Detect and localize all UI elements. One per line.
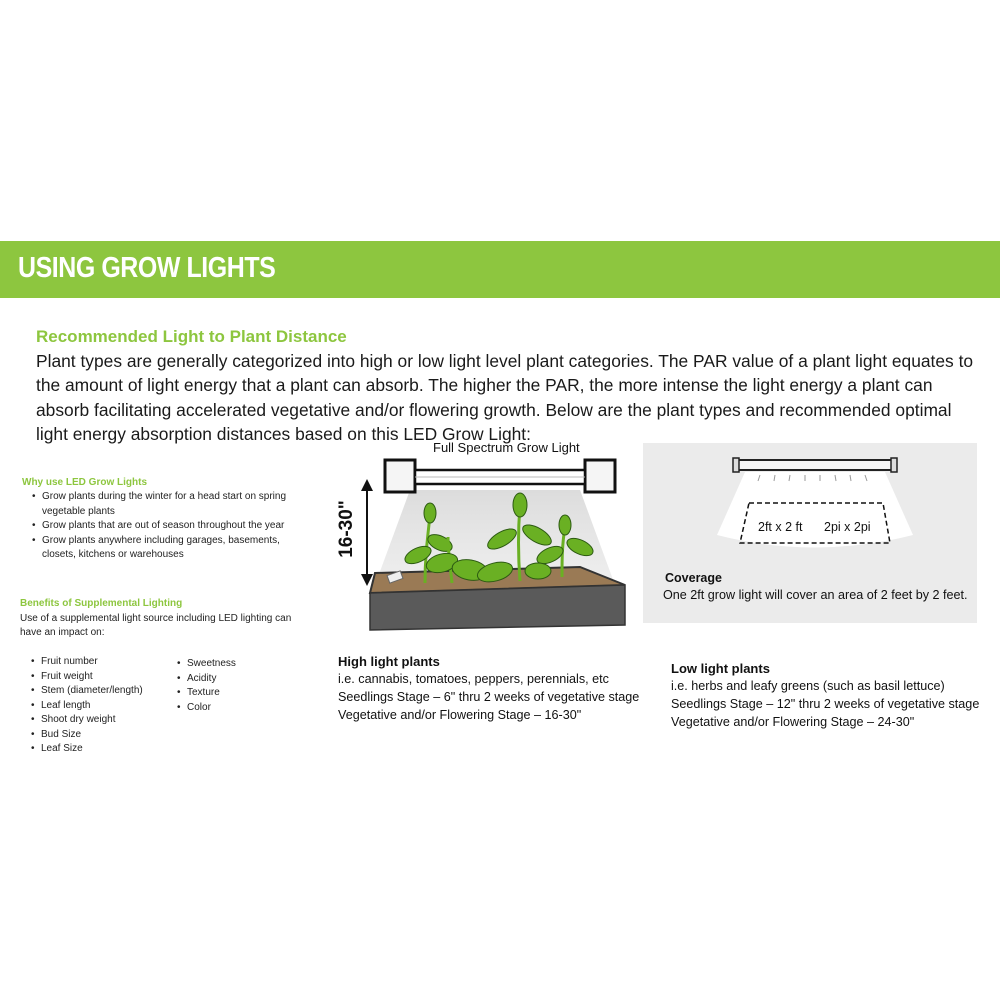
benefits-list-1	[29, 655, 179, 757]
low-light-line: Seedlings Stage – 12" thru 2 weeks of vegetative stage	[671, 697, 980, 711]
low-light-line: Vegetative and/or Flowering Stage – 24-30"	[671, 715, 915, 729]
distance-label: 16-30"	[335, 500, 357, 558]
list-item: • Grow plants that are out of season throughout the year	[30, 519, 310, 534]
list-item: • Stem (diameter/length)	[29, 684, 179, 699]
benefits-text: Use of a supplemental light source including LED lighting can have an impact on:	[20, 613, 292, 638]
coverage-illustration	[715, 455, 915, 555]
list-item: • Grow plants during the winter for a head start on spring vegetable plants	[30, 490, 310, 519]
area-label-pi: 2pi x 2pi	[824, 520, 871, 534]
high-light-line: Vegetative and/or Flowering Stage – 16-30"	[338, 708, 582, 722]
list-item: • Shoot dry weight	[29, 713, 179, 728]
list-item: • Fruit number	[29, 655, 179, 670]
fixture-right-cap	[585, 460, 615, 492]
coverage-fixture	[737, 460, 893, 470]
list-item: • Grow plants anywhere including garages, basements, closets, kitchens or warehouses	[30, 534, 310, 563]
tray-body	[370, 585, 625, 630]
why-led-title: Why use LED Grow Lights	[22, 477, 148, 488]
high-light-title: High light plants	[338, 654, 440, 669]
list-item: • Leaf length	[29, 699, 179, 714]
fixture-left-cap	[385, 460, 415, 492]
list-item: • Sweetness	[175, 657, 275, 672]
high-light-line: i.e. cannabis, tomatoes, peppers, perennials, etc	[338, 672, 609, 686]
page-title: USING GROW LIGHTS	[18, 252, 276, 284]
grow-light-label: Full Spectrum Grow Light	[433, 440, 580, 455]
high-light-line: Seedlings Stage – 6" thru 2 weeks of vegetative stage	[338, 690, 640, 704]
list-item: • Acidity	[175, 672, 275, 687]
low-light-line: i.e. herbs and leafy greens (such as basil lettuce)	[671, 679, 945, 693]
list-item: • Bud Size	[29, 728, 179, 743]
grow-light-illustration	[330, 455, 630, 635]
title-banner	[0, 241, 1000, 298]
benefits-title: Benefits of Supplemental Lighting	[20, 598, 183, 609]
list-item: • Color	[175, 701, 275, 716]
coverage-title: Coverage	[665, 571, 722, 585]
list-item: • Texture	[175, 686, 275, 701]
benefits-list-2	[175, 657, 275, 715]
area-label-ft: 2ft x 2 ft	[758, 520, 803, 534]
low-light-title: Low light plants	[671, 661, 770, 676]
list-item: • Leaf Size	[29, 742, 179, 757]
section-heading: Recommended Light to Plant Distance	[36, 327, 347, 346]
why-led-list	[30, 490, 310, 563]
intro-paragraph: Plant types are generally categorized into high or low light level plant categories. The PAR value of a plant light equates to the amount of light energy that a plant can absorb. The higher the PAR, the more intense the light energy a plant can absorb facilitating accelerated vegetative and/or flowering growth. Below are the plant types and recommended optimal light energy absorption distances based on this LED Grow Light:	[36, 351, 974, 444]
coverage-text: One 2ft grow light will cover an area of 2 feet by 2 feet.	[663, 588, 968, 602]
list-item: • Fruit weight	[29, 670, 179, 685]
